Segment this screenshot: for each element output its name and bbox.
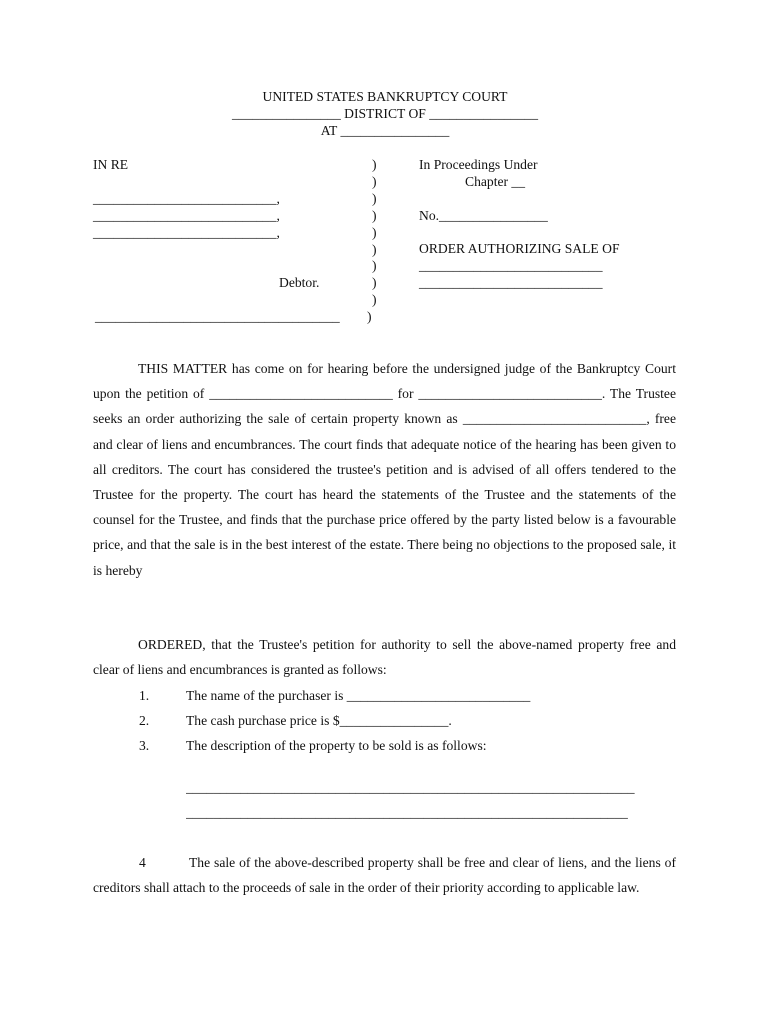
paragraph-item-4 bbox=[93, 850, 676, 900]
caption-bracket: ) bbox=[372, 191, 377, 206]
court-title: UNITED STATES BANKRUPTCY COURT bbox=[262, 89, 508, 104]
debtor-label: Debtor. bbox=[279, 275, 320, 290]
caption-bottom-line: ____________________________________ bbox=[95, 309, 340, 324]
caption-bracket: ) bbox=[372, 174, 377, 189]
district-line: ________________ DISTRICT OF ________________ bbox=[232, 106, 538, 121]
caption-bracket: ) bbox=[372, 208, 377, 223]
paragraph-ordered bbox=[93, 632, 676, 682]
chapter-label: Chapter __ bbox=[465, 174, 526, 189]
at-line: AT ________________ bbox=[320, 123, 450, 138]
caption-bracket: ) bbox=[372, 258, 377, 273]
item-number: 1. bbox=[139, 688, 150, 703]
order-line-1: ___________________________ bbox=[419, 258, 603, 273]
description-line-2: _________________________________________________________________ bbox=[186, 805, 628, 820]
paragraph-matter-text: THIS MATTER has come on for hearing before the undersigned judge of the Bankruptcy Court upon the petition of ___________________________ for ___________________________. The Trustee seeks an order authorizing the sale of certain property known as ___________________________, free and clear of liens and encumbrances. The court finds that adequate notice of the hearing has been given to all creditors. The court has considered the trustee's petition and is advised of all offers tendered to the Trustee for the property. The court has heard the statements of the Trustee and the statements of the counsel for the Trustee, and finds that the purchase price offered by the party listed below is a favourable price, and that the sale is in the best interest of the estate. There being no objections to the proposed sale, it is hereby bbox=[93, 361, 676, 578]
caption-bracket: ) bbox=[372, 225, 377, 240]
paragraph-matter bbox=[93, 356, 676, 583]
item-number: 3. bbox=[139, 738, 150, 753]
caption-bracket-last: ) bbox=[367, 309, 372, 324]
case-number: No.________________ bbox=[419, 208, 548, 223]
item-number: 2. bbox=[139, 713, 150, 728]
paragraph-ordered-text: ORDERED, that the Trustee's petition for authority to sell the above-named property free and clear of liens and encumbrances is granted as follows: bbox=[93, 637, 676, 678]
description-line-1: __________________________________________________________________ bbox=[186, 780, 635, 795]
item-4-number: 4 bbox=[139, 855, 146, 870]
caption-bracket: ) bbox=[372, 157, 377, 172]
caption-bracket: ) bbox=[372, 275, 377, 290]
order-line-2: ___________________________ bbox=[419, 275, 603, 290]
item-text: The cash purchase price is $________________. bbox=[186, 713, 452, 728]
caption-bracket: ) bbox=[372, 292, 377, 307]
item-4-text: The sale of the above-described property shall be free and clear of liens, and the liens of creditors shall attach to the proceeds of sale in the order of their priority according to applicable law. bbox=[93, 855, 676, 896]
party-line-1: ___________________________, bbox=[93, 191, 280, 206]
order-title: ORDER AUTHORIZING SALE OF bbox=[419, 241, 620, 256]
party-line-2: ___________________________, bbox=[93, 208, 280, 223]
caption-bracket: ) bbox=[372, 242, 377, 257]
party-line-3: ___________________________, bbox=[93, 225, 280, 240]
in-re-label: IN RE bbox=[93, 157, 129, 172]
item-text: The name of the purchaser is ___________________________ bbox=[186, 688, 531, 703]
proceedings-label: In Proceedings Under bbox=[419, 157, 538, 172]
item-text: The description of the property to be sold is as follows: bbox=[186, 738, 487, 753]
